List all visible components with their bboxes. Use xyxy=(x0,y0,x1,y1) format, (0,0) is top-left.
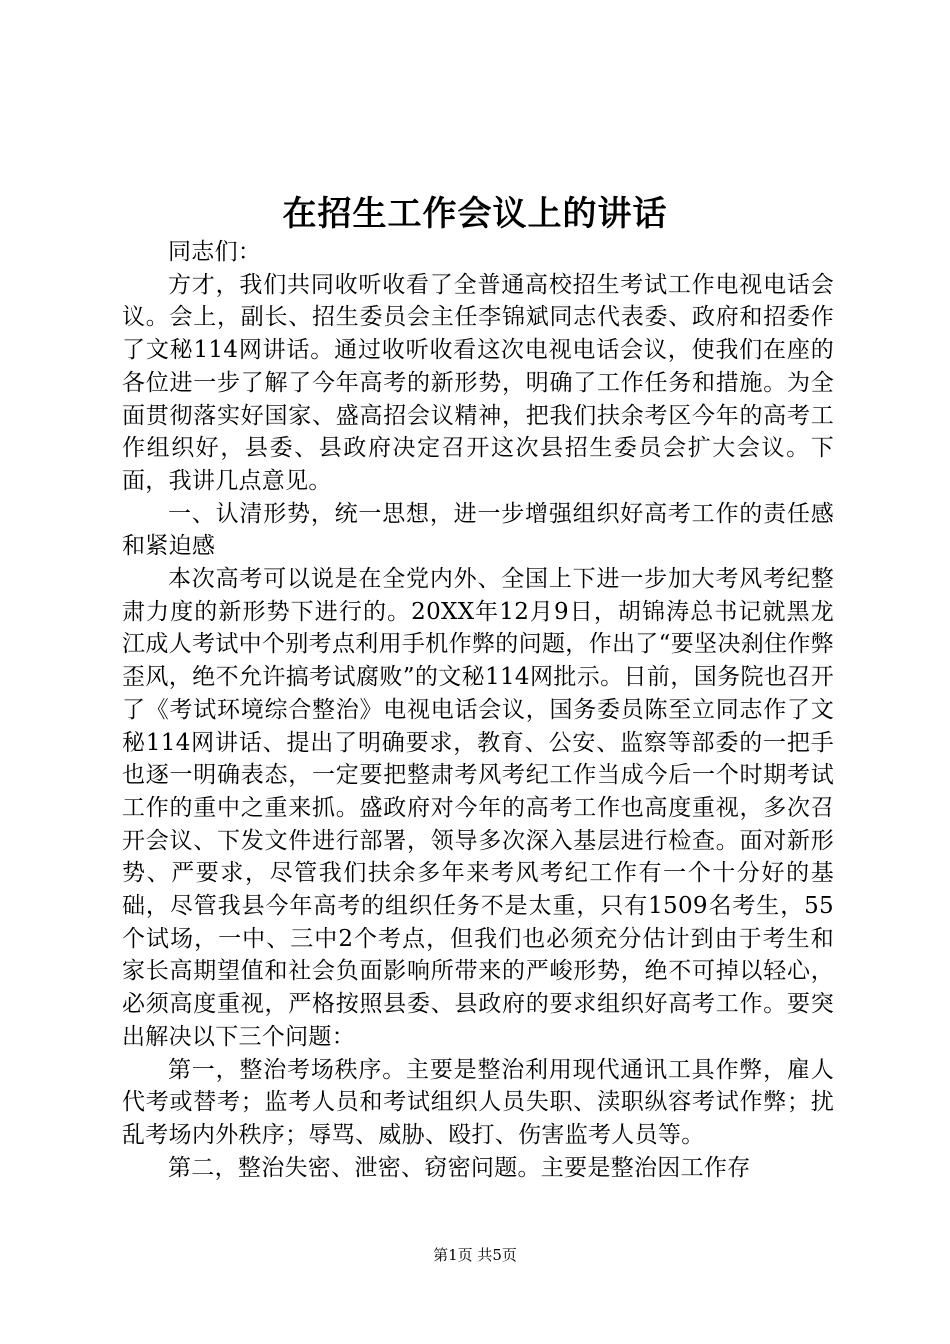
body-paragraph: 第二，整治失密、泄密、窃密问题。主要是整治因工作存 xyxy=(168,1154,751,1181)
page-number-footer: 第1页 共5页 xyxy=(433,1246,517,1264)
document-body xyxy=(122,236,834,1184)
salutation-paragraph: 同志们： xyxy=(168,239,262,265)
body-paragraph: 本次高考可以说是在全党内外、全国上下进一步加大考风考纪整肃力度的新形势下进行的。20XX年12月9日，胡锦涛总书记就黑龙江成人考试中个别考点利用手机作弊的问题，作出了“要坚决刹住作弊歪风，绝不允许搞考试腐败”的文秘114网批示。日前，国务院也召开了《考试环境综合整治》电视电话会议，国务委员陈至立同志作了文秘114网讲话、提出了明确要求，教育、公安、监察等部委的一把手也逐一明确表态，一定要把整肃考风考纪工作当成今后一个时期考试工作的重中之重来抓。盛政府对今年的高考工作也高度重视，多次召开会议、下发文件进行部署，领导多次深入基层进行检查。面对新形势、严要求，尽管我们扶余多年来考风考纪工作有一个十分好的基础，尽管我县今年高考的组织任务不是太重，只有1509名考生，55个试场，一中、三中2个考点，但我们也必须充分估计到由于考生和家长高期望值和社会负面影响所带来的严峻形势，绝不可掉以轻心，必须高度重视，严格按照县委、县政府的要求组织好高考工作。要突出解决以下三个问题： xyxy=(122,566,834,1050)
document-title: 在招生工作会议上的讲话 xyxy=(282,194,668,234)
section-heading: 一、认清形势，统一思想，进一步增强组织好高考工作的责任感和紧迫感 xyxy=(122,500,834,560)
body-paragraph: 方才，我们共同收听收看了全普通高校招生考试工作电视电话会议。会上，副长、招生委员会主任李锦斌同志代表委、政府和招委作了文秘114网讲话。通过收听收看这次电视电话会议，使我们在座的各位进一步了解了今年高考的新形势，明确了工作任务和措施。为全面贯彻落实好国家、盛高招会议精神，把我们扶余考区今年的高考工作组织好，县委、县政府决定召开这次县招生委员会扩大会议。下面，我讲几点意见。 xyxy=(122,271,834,494)
body-paragraph: 第一，整治考场秩序。主要是整治利用现代通讯工具作弊，雇人代考或替考；监考人员和考试组织人员失职、渎职纵容考试作弊；扰乱考场内外秩序；辱骂、威胁、殴打、伤害监考人员等。 xyxy=(122,1056,834,1148)
